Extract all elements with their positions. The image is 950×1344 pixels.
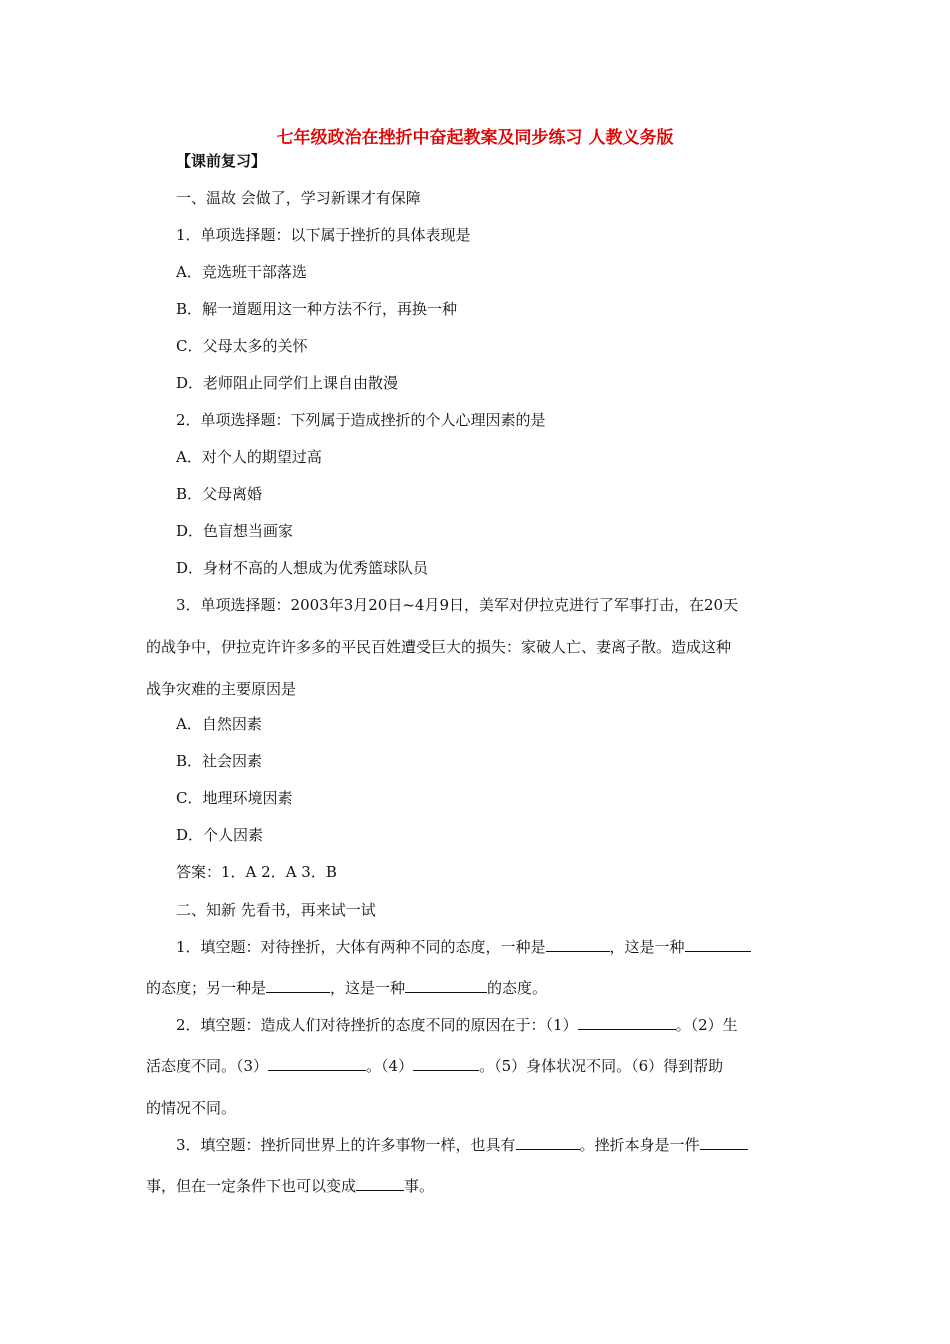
- fill-q3-text-d: 事。: [404, 1177, 435, 1195]
- q3-option-c: C．地理环境因素: [176, 789, 293, 807]
- fill-q1-text-b: ，这是一种: [609, 938, 685, 956]
- fill-q1-text-a: 1．填空题：对待挫折，大体有两种不同的态度，一种是: [176, 938, 546, 956]
- answer-key: 答案：1．A 2．A 3．B: [176, 863, 337, 881]
- q1-option-d: D．老师阻止同学们上课自由散漫: [176, 374, 399, 392]
- q2-option-d: D．身材不高的人想成为优秀篮球队员: [176, 559, 429, 577]
- part1-heading: 一、温故 会做了，学习新课才有保障: [176, 189, 421, 207]
- document-title: 七年级政治在挫折中奋起教案及同步练习 人教义务版: [276, 128, 674, 148]
- q3-option-a: A．自然因素: [176, 715, 262, 733]
- fill-q1-text-d: ，这是一种: [330, 979, 406, 997]
- q3-option-d: D．个人因素: [176, 826, 264, 844]
- q2-stem: 2．单项选择题：下列属于造成挫折的个人心理因素的是: [176, 411, 546, 429]
- q3-stem-line2: 的战争中，伊拉克许许多多的平民百姓遭受巨大的损失：家破人亡、妻离子散。造成这种: [146, 638, 732, 656]
- q2-option-c: D．色盲想当画家: [176, 522, 294, 540]
- fill-q1-text-e: 的态度。: [487, 979, 548, 997]
- fill-q2-line1: [176, 1014, 738, 1036]
- q1-option-b: B．解一道题用这一种方法不行，再换一种: [176, 300, 458, 318]
- fill-q3-text-b: 。挫折本身是一件: [579, 1136, 700, 1154]
- fill-q2-line3: 的情况不同。: [146, 1099, 237, 1117]
- fill-q2-text-b: 。（2）生: [675, 1016, 738, 1034]
- fill-q3-line1: [176, 1134, 748, 1156]
- q1-option-a: A．竞选班干部落选: [176, 263, 307, 281]
- fill-q2-text-e: 。（5）身体状况不同。（6）得到帮助: [479, 1057, 724, 1075]
- answer-blank[interactable]: [578, 1014, 676, 1030]
- answer-blank[interactable]: [700, 1134, 748, 1150]
- part2-heading: 二、知新 先看书，再来试一试: [176, 901, 376, 919]
- answer-blank[interactable]: [413, 1055, 479, 1071]
- answer-blank[interactable]: [405, 977, 487, 993]
- fill-q3-line2: [146, 1175, 434, 1197]
- q3-option-b: B．社会因素: [176, 752, 263, 770]
- fill-q1-text-c: 的态度；另一种是: [146, 979, 267, 997]
- answer-blank[interactable]: [516, 1134, 580, 1150]
- fill-q3-text-c: 事，但在一定条件下也可以变成: [146, 1177, 357, 1195]
- fill-q1-line2: [146, 977, 547, 999]
- answer-blank[interactable]: [546, 936, 610, 952]
- answer-blank[interactable]: [356, 1175, 404, 1191]
- answer-blank[interactable]: [685, 936, 751, 952]
- answer-blank[interactable]: [266, 977, 330, 993]
- q3-stem-line3: 战争灾难的主要原因是: [146, 680, 297, 698]
- fill-q2-text-c: 活态度不同。（3）: [146, 1057, 269, 1075]
- answer-blank[interactable]: [268, 1055, 366, 1071]
- fill-q2-text-d: 。（4）: [366, 1057, 414, 1075]
- q3-stem-line1: 3．单项选择题：2003年3月20日~4月9日，美军对伊拉克进行了军事打击，在20天: [176, 596, 739, 614]
- q1-option-c: C．父母太多的关怀: [176, 337, 308, 355]
- q2-option-b: B．父母离婚: [176, 485, 263, 503]
- q2-option-a: A．对个人的期望过高: [176, 448, 322, 466]
- q1-stem: 1．单项选择题：以下属于挫折的具体表现是: [176, 226, 471, 244]
- fill-q1-line1: [176, 936, 751, 958]
- fill-q2-text-a: 2．填空题：造成人们对待挫折的态度不同的原因在于：（1）: [176, 1016, 578, 1034]
- fill-q3-text-a: 3．填空题：挫折同世界上的许多事物一样，也具有: [176, 1136, 516, 1154]
- section-heading: 【课前复习】: [176, 152, 267, 170]
- fill-q2-line2: [146, 1055, 723, 1077]
